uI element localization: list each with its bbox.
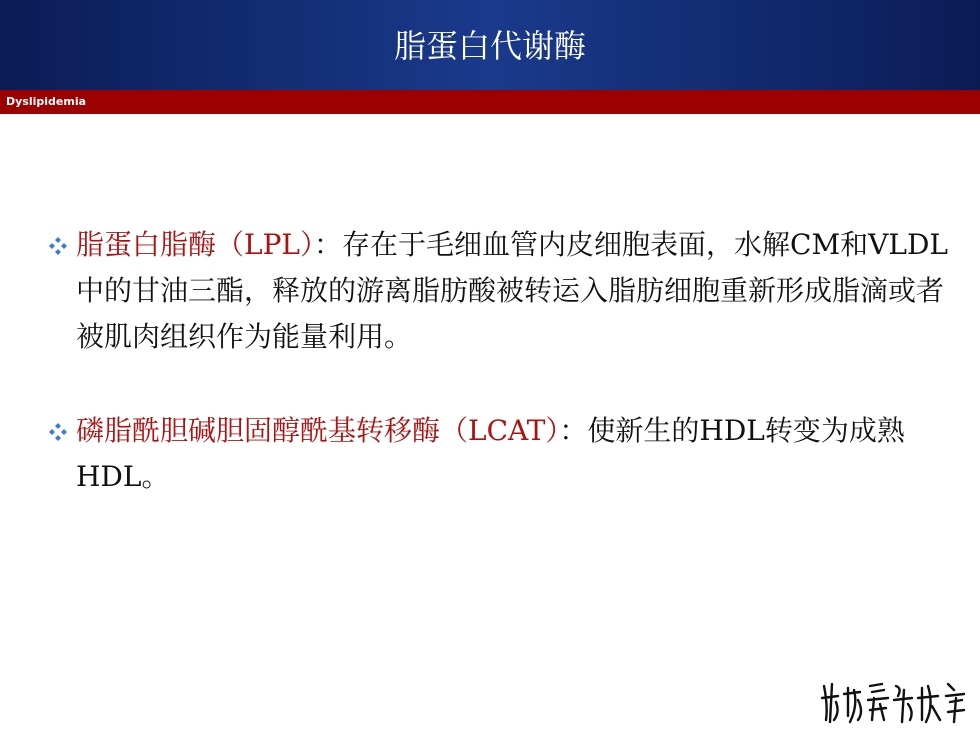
bullet-separator: ：: [314, 228, 343, 261]
diamond-bullet-icon: [48, 236, 68, 256]
bullet-text: 存在于毛细血管内皮细胞表面，水解CM和VLDL中的甘油三酯，释放的游离脂肪酸被转运入脂肪细胞重新形成脂滴或者被肌肉组织作为能量利用。: [76, 228, 949, 353]
diamond-bullet-icon: [48, 422, 68, 442]
subheader-label: Dyslipidemia: [6, 95, 87, 108]
slide-content: [48, 222, 948, 500]
bullet-item: [48, 408, 948, 500]
title-banner: [0, 0, 980, 90]
university-logo: [818, 676, 968, 726]
slide-title: 脂蛋白代谢酶: [393, 27, 586, 65]
bullet-term: 磷脂酰胆碱胆固醇酰基转移酶（LCAT）: [76, 414, 560, 447]
bullet-term: 脂蛋白脂酶（LPL）: [76, 228, 315, 261]
bullet-text: 使新生的HDL转变为成熟HDL。: [76, 414, 905, 493]
bullet-separator: ：: [559, 414, 588, 447]
subheader-bar: [0, 90, 980, 114]
bullet-item: [48, 222, 948, 360]
